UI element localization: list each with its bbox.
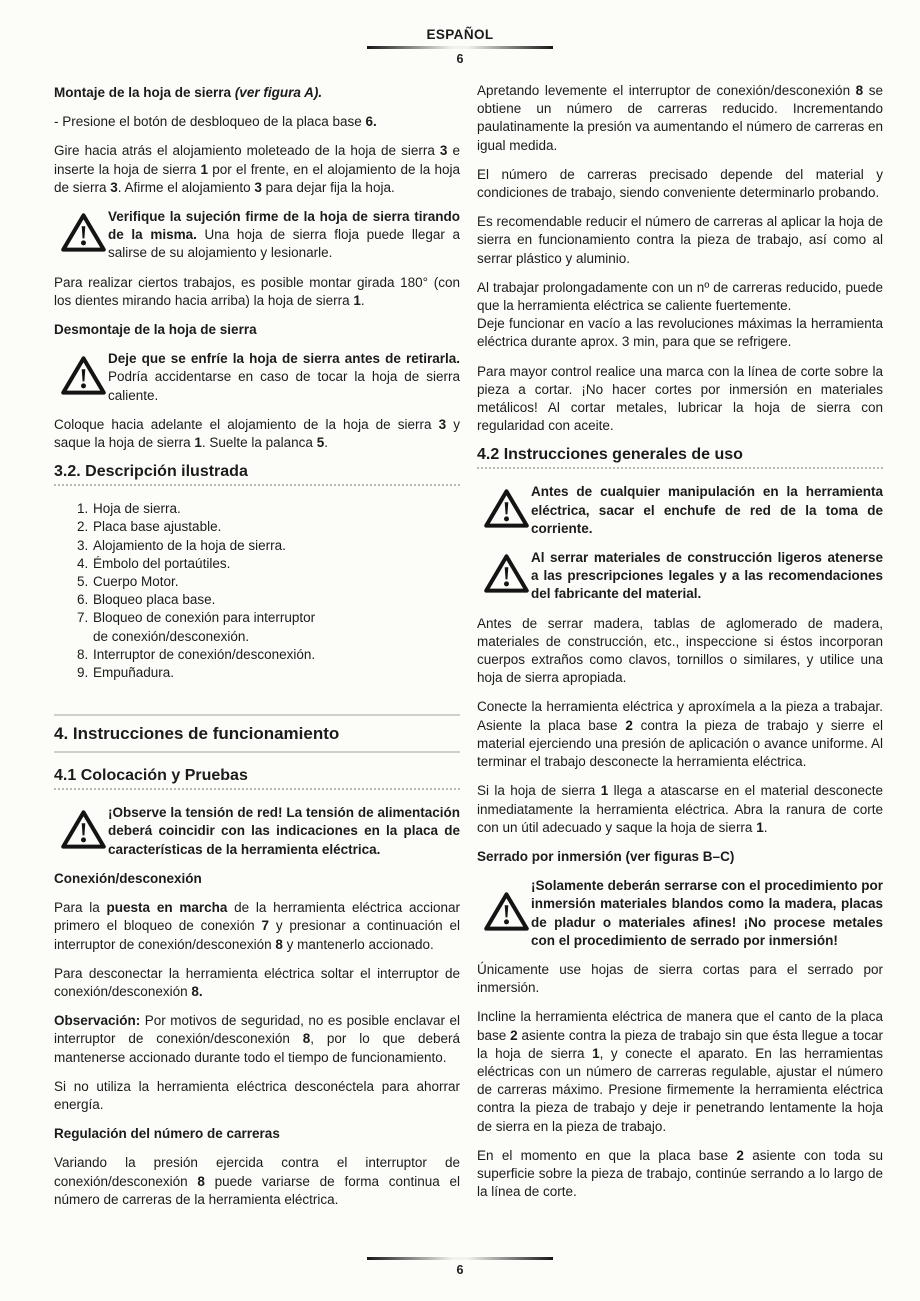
paragraph-presione: - Presione el botón de desbloqueo de la placa base 6. [54,114,377,130]
paragraph-apretando: Apretando levemente el interruptor de conexión/desconexión 8 se obtiene un número de carreras reducido. Incrementando paulatinamente la presión va aumentando el número de carreras en igual medida. [477,83,884,153]
section-3-2-title: 3.2. Descripción ilustrada [54,463,248,481]
list-item-number: 6. [77,592,89,608]
warning-block-enfrie [54,350,460,405]
paragraph-observacion: Observación: Por motivos de seguridad, no es posible enclavar el interruptor de conexión/desconexión 8, por lo que deberá mantenerse accionado durante todo el tiempo de funcionamiento. [54,1013,460,1065]
warning-icon-box [477,891,531,937]
list-item-text: Placa base ajustable. [93,519,222,535]
section-4-title: 4. Instrucciones de funcionamiento [54,724,340,744]
warning-icon-box [477,553,531,599]
page-number-top: 6 [456,52,464,66]
list-item-number: 1. [77,501,89,517]
paragraph-coloque: Coloque hacia adelante el alojamiento de la hoja de sierra 3 y saque la hoja de sierra 1. Suelte la palanca 5. [54,416,460,451]
list-item [77,500,460,518]
warning-text: Al serrar materiales de construcción ligeros atenerse a las prescripciones legales y a las recomendaciones del fabricante del material. [531,550,883,602]
list-item [77,646,460,664]
paragraph-atascarse: Si la hoja de sierra 1 llega a atascarse en el material desconecte inmediatamente la herramienta eléctrica. Abra la ranura de corte con un útil adecuado y saque la hoja de sierra 1. [477,783,884,835]
warning-icon-box [54,355,108,401]
dotted-divider [54,484,460,486]
list-item-text: Bloqueo de conexión para interruptor de conexión/desconexión. [93,610,316,644]
list-item [77,664,460,682]
list-item-number: 3. [77,537,89,553]
warning-block-tension [54,804,460,859]
warning-text: Deje que se enfríe la hoja de sierra antes de retirarla. Podría accidentarse en caso de tocar la hoja de sierra caliente. [108,351,460,403]
two-column-body [0,66,920,1220]
section-divider-line [54,751,460,753]
paragraph-ahorrar: Si no utiliza la herramienta eléctrica desconéctela para ahorrar energía. [54,1078,460,1112]
warning-block-sujecion [54,208,460,263]
heading-conexion: Conexión/desconexión [54,870,202,886]
paragraph-recomendable: Es recomendable reducir el número de carreras al aplicar la hoja de sierra en funcionamiento contra la pieza de trabajo, así como al serrar plástico y aluminio. [477,214,883,266]
list-item-text: Empuñadura. [93,665,175,681]
list-item-text: Cuerpo Motor. [93,574,179,590]
paragraph-antes-serrar: Antes de serrar madera, tablas de aglomerado de madera, materiales de construcción, etc., inspeccione si éstos incorporan cuerpos extraños como clavos, tornillos o similares, y utilice una hoja de sierra apropiada. [477,615,883,686]
list-item-text: Hoja de sierra. [93,501,181,517]
warning-block-materiales [477,549,883,604]
illustrated-parts-list [77,500,460,682]
warning-icon [484,553,529,594]
list-item [77,537,460,555]
warning-text: Verifique la sujeción firme de la hoja de sierra tirando de la misma. Una hoja de sierra floja puede llegar a salirse de su alojamiento y lesionarle. [108,209,460,261]
header-divider-line [367,46,553,49]
paragraph-hojas-cortas: Únicamente use hojas de sierra cortas para el serrado por inmersión. [477,961,883,996]
paragraph-puesta-marcha: Para la puesta en marcha de la herramienta eléctrica accionar primero el bloqueo de conexión 7 y presionar a continuación el interruptor de conexión/desconexión 8 y mantenerlo accionado. [54,900,461,952]
section-4-1-title: 4.1 Colocación y Pruebas [54,767,248,785]
warning-icon [484,891,529,932]
list-item [77,591,460,609]
heading-regulacion: Regulación del número de carreras [54,1126,280,1142]
list-item-number: 8. [77,646,89,662]
warning-text: ¡Observe la tensión de red! La tensión de alimentación deberá coincidir con las indicaciones en la placa de características de la herramienta eléctrica. [108,805,460,857]
paragraph-numero-carreras: El número de carreras precisado depende del material y condiciones de trabajo, siendo conveniente determinarlo probando. [477,166,883,201]
warning-text: ¡Solamente deberán serrarse con el procedimiento por inmersión materiales blandos como la madera, placas de pladur o materiales afines! ¡No procese metales con el procedimiento de serrado por inmersión! [531,878,883,948]
list-item-text: Alojamiento de la hoja de sierra. [93,537,286,553]
warning-icon [61,355,106,396]
list-item-number: 9. [77,665,89,681]
paragraph-incline: Incline la herramienta eléctrica de manera que el canto de la placa base 2 asiente contra la pieza de trabajo sin que ésta llegue a tocar la hoja de sierra 1, y conecte el aparato. En las herramientas eléctricas con un número de carreras regulable, ajustar el número de carreras máximo. Presione firmemente la herramienta eléctrica contra la pieza de trabajo y deje ir penetrando lentamente la hoja de sierra en la pieza de trabajo. [477,1009,883,1134]
section-4-2-title: 4.2 Instrucciones generales de uso [477,446,743,464]
warning-icon-box [477,488,531,534]
list-item-text: Émbolo del portaútiles. [93,555,231,571]
warning-icon-box [54,212,108,258]
heading-serrado-inmersion: Serrado por inmersión (ver figuras B–C) [477,848,735,864]
list-item-number: 2. [77,519,89,535]
list-item-text: Bloqueo placa base. [93,592,216,608]
dotted-divider [477,467,883,469]
list-item-number: 7. [77,610,89,626]
paragraph-desconectar: Para desconectar la herramienta eléctrica soltar el interruptor de conexión/desconexión 8. [54,965,460,999]
paragraph-gire: Gire hacia atrás el alojamiento moleteado de la hoja de sierra 3 e inserte la hoja de sierra 1 por el frente, en el alojamiento de la hoja de sierra 3. Afirme el alojamiento 3 para dejar fija la hoja. [54,143,460,195]
paragraph-conecte: Conecte la herramienta eléctrica y aproxímela a la pieza a trabajar. Asiente la placa base 2 contra la pieza de trabajo y sierre el material ejerciendo una presión de aplicación o avance uniforme. Al terminar el trabajo desconecte la herramienta eléctrica. [477,699,883,770]
right-column [477,82,883,1212]
list-item [77,573,460,591]
footer-divider-line [367,1257,553,1260]
paragraph-trabajar-prolongado: Al trabajar prolongadamente con un nº de carreras reducido, puede que la herramienta eléctrica se caliente fuertemente. Deje funcionar en vacío a las revoluciones máximas la herramienta eléctrica durante aprox. 3 min, para que se refrigere. [477,279,883,350]
list-item [77,555,460,573]
paragraph-girada: Para realizar ciertos trabajos, es posible montar girada 180° (con los dientes mirando hacia arriba) la hoja de sierra 1. [54,274,460,308]
paragraph-momento: En el momento en que la placa base 2 asiente con toda su superficie sobre la pieza de trabajo, continúe serrando a lo largo de la línea de corte. [477,1147,883,1200]
warning-text: Antes de cualquier manipulación en la herramienta eléctrica, sacar el enchufe de red de la toma de corriente. [531,484,883,536]
warning-icon [61,809,106,850]
paragraph-marca-corte: Para mayor control realice una marca con la línea de corte sobre la pieza a cortar. ¡No hacer cortes por inmersión en materiales metálicos! Al cortar metales, lubricar la hoja de sierra con regularidad con aceite. [477,363,883,434]
dotted-divider [54,788,460,790]
warning-block-enchufe [477,483,883,538]
section-4-heading-block [54,714,460,753]
list-item [77,609,460,645]
page-header [0,0,920,66]
warning-icon [61,212,106,253]
heading-desmontaje: Desmontaje de la hoja de sierra [54,322,257,338]
warning-icon [484,488,529,529]
warning-block-inmersion [477,877,883,950]
paragraph-variando: Variando la presión ejercida contra el interruptor de conexión/desconexión 8 puede variarse de forma continua el número de carreras de la herramienta eléctrica. [54,1155,460,1207]
page-footer [0,1253,920,1277]
heading-montaje: Montaje de la hoja de sierra (ver figura A). [54,85,323,100]
list-item-number: 4. [77,555,89,571]
page-number-bottom: 6 [456,1263,464,1277]
list-item-number: 5. [77,574,89,590]
left-column [54,82,460,1220]
language-label: ESPAÑOL [426,27,494,42]
warning-icon-box [54,809,108,855]
list-item-text: Interruptor de conexión/desconexión. [93,646,316,662]
list-item [77,518,460,536]
section-divider-line [54,714,460,716]
